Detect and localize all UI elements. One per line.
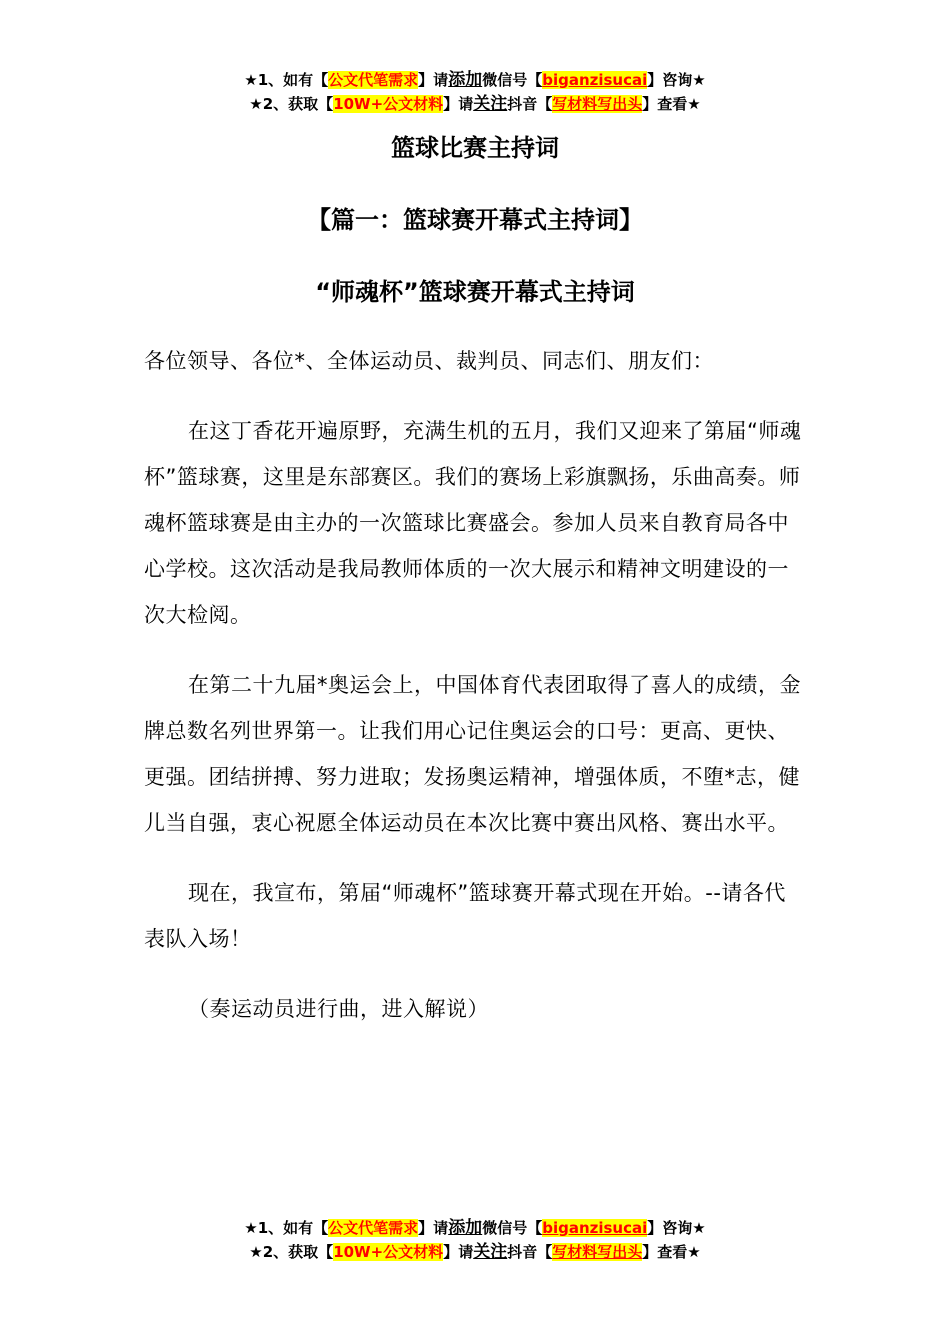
douyin-account-link[interactable]: 写材料写出头 (552, 95, 643, 113)
banner-text: 微信号【 (482, 71, 543, 89)
document-body (144, 338, 804, 1032)
banner-text: 】请 (443, 1243, 474, 1261)
paragraph-2: 在第二十九届*奥运会上，中国体育代表团取得了喜人的成绩，金牌总数名列世界第一。让我们用心记住奥运会的口号：更高、更快、更强。团结拼搏、努力进取；发扬奥运精神，增强体质，不堕*志，健儿当自强，衷心祝愿全体运动员在本次比赛中赛出风格、赛出水平。 (144, 673, 801, 835)
banner-text: ★2、获取【 (249, 95, 334, 113)
banner-text: 】查看★ (642, 1243, 701, 1261)
document-title: 篮球比赛主持词 (391, 134, 559, 162)
banner-text: 抖音【 (507, 95, 553, 113)
banner-text: 】请 (418, 71, 449, 89)
banner-line-2 (0, 1240, 950, 1264)
wechat-id-link[interactable]: biganzisucai (542, 1219, 648, 1237)
highlight-materials: 10W+公文材料 (333, 1243, 444, 1261)
paragraph-3: 现在，我宣布，第届“师魂杯”篮球赛开幕式现在开始。--请各代表队入场！ (144, 881, 786, 951)
highlight-service: 公文代笔需求 (328, 71, 419, 89)
highlight-materials: 10W+公文材料 (333, 95, 444, 113)
douyin-account-link[interactable]: 写材料写出头 (552, 1243, 643, 1261)
paragraph-1: 在这丁香花开遍原野，充满生机的五月，我们又迎来了第届“师魂杯”篮球赛，这里是东部赛区。我们的赛场上彩旗飘扬，乐曲高奏。师魂杯篮球赛是由主办的一次篮球比赛盛会。参加人员来自教育局各中心学校。这次活动是我局教师体质的一次大展示和精神文明建设的一次大检阅。 (144, 419, 802, 627)
wechat-id-link[interactable]: biganzisucai (542, 71, 648, 89)
banner-text: 】查看★ (642, 95, 701, 113)
banner-line-1 (0, 1216, 950, 1240)
banner-text: ★2、获取【 (249, 1243, 334, 1261)
banner-line-1 (0, 68, 950, 92)
underlined-text: 关注 (473, 1242, 508, 1262)
banner-text: 】咨询★ (647, 1219, 706, 1237)
subtitle: “师魂杯”篮球赛开幕式主持词 (315, 278, 635, 306)
banner-text: 微信号【 (482, 1219, 543, 1237)
section-title: 【篇一：篮球赛开幕式主持词】 (307, 206, 643, 234)
salutation: 各位领导、各位*、全体运动员、裁判员、同志们、朋友们： (144, 349, 714, 373)
banner-text: 】请 (443, 95, 474, 113)
banner-text: 】咨询★ (647, 71, 706, 89)
highlight-service: 公文代笔需求 (328, 1219, 419, 1237)
banner-text: 】请 (418, 1219, 449, 1237)
banner-text: 抖音【 (507, 1243, 553, 1261)
top-banner (0, 68, 950, 116)
underlined-text: 添加 (448, 1218, 483, 1238)
banner-line-2 (0, 92, 950, 116)
banner-text: ★1、如有【 (244, 1219, 329, 1237)
bottom-banner (0, 1216, 950, 1264)
underlined-text: 关注 (473, 94, 508, 114)
underlined-text: 添加 (448, 70, 483, 90)
paragraph-4: （奏运动员进行曲，进入解说） (188, 997, 489, 1021)
banner-text: ★1、如有【 (244, 71, 329, 89)
